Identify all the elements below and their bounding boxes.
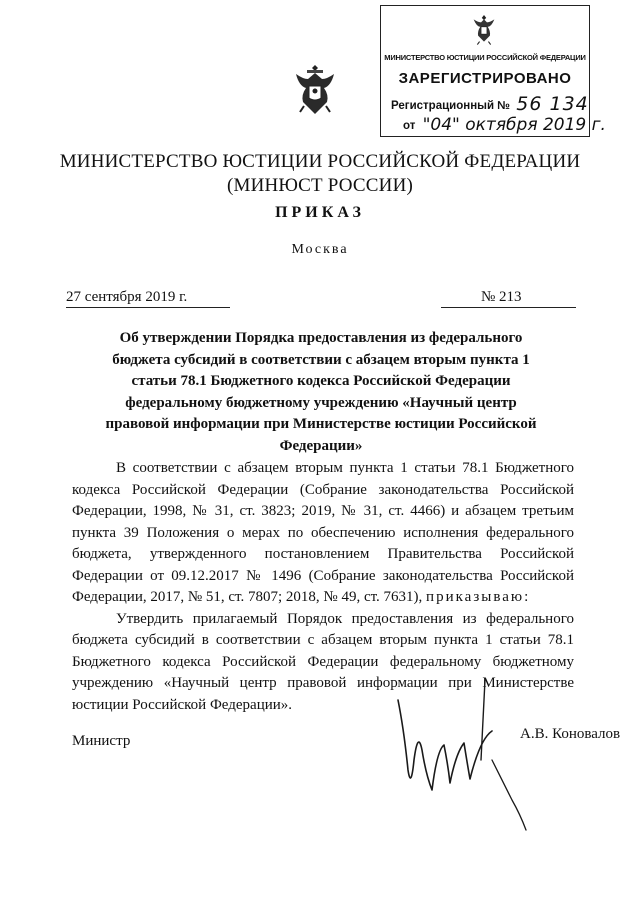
order-action-word: приказываю: [426,589,531,605]
signatory-name: А.В. Коновалов [520,726,621,742]
order-date: 27 сентября 2019 г. [66,289,230,308]
stamp-reg-number-value: 56 134 [516,93,589,115]
body-paragraph-2: Утвердить прилагаемый Порядок предоставления из федерального бюджета субсидий в соответствии с абзацем вторым пункта 1 статьи 78.1 Бюджетного кодекса Российской Федерации федеральному бюджетному учреждению «Научный центр правовой информации при Министерстве юстиции Российской Федерации». [72,610,574,713]
stamp-emblem-icon [469,12,499,46]
ministry-name-line-2: (МИНЮСТ РОССИИ) [226,175,414,196]
subject-line: Об утверждении Порядка предоставления из федерального [119,330,523,346]
order-subject [80,328,562,457]
signatory-title: Министр [72,733,131,749]
body-paragraph-1-text: В соответствии с абзацем вторым пункта 1 статьи 78.1 Бюджетного кодекса Российской Федерации (Собрание законодательства Российской Федерации, 1998, № 31, ст. 3823; 2019, № 31, ст. 4466) и абзацем третьим пункта 39 Положения о мерах по обеспечению исполнения федерального бюджета, утвержденного постановлением Правительства Российской Федерации от 09.12.2017 № 1496 (Собрание законодательства Российской Федерации, 2017, № 51, ст. 7807; 2018, № 49, ст. 7631), [72,460,574,605]
stamp-registration-number [391,92,589,114]
stamp-registration-date [403,114,606,134]
subject-line: федеральному бюджетному учреждению «Научный центр [125,394,517,411]
registration-stamp [380,5,606,137]
order-number-value: № 213 [481,289,522,305]
stamp-reg-label: Регистрационный № [391,100,511,112]
stamp-registered-text: ЗАРЕГИСТРИРОВАНО [398,70,572,87]
stamp-date-value: "04" октября 2019 г. [422,115,606,135]
handwritten-signature [380,660,550,840]
russian-coat-of-arms-icon [292,62,338,118]
stamp-ministry-text: МИНИСТЕРСТВО ЮСТИЦИИ РОССИЙСКОЙ ФЕДЕРАЦИИ [384,53,586,62]
subject-line: бюджета субсидий в соответствии с абзацем вторым пункта 1 [112,351,530,368]
subject-line: статьи 78.1 Бюджетного кодекса Российской Федерации [131,373,511,389]
body-paragraph-1 [72,458,574,609]
subject-line: Федерации» [279,437,363,454]
order-title: ПРИКАЗ [275,204,365,221]
ministry-name-line-1: МИНИСТЕРСТВО ЮСТИЦИИ РОССИЙСКОЙ ФЕДЕРАЦИИ [59,151,581,172]
city: Москва [291,242,349,257]
subject-line: правовой информации при Министерстве юстиции Российской [105,416,537,432]
stamp-date-label: от [403,120,416,132]
order-number [441,289,576,308]
ministry-name [0,150,640,198]
